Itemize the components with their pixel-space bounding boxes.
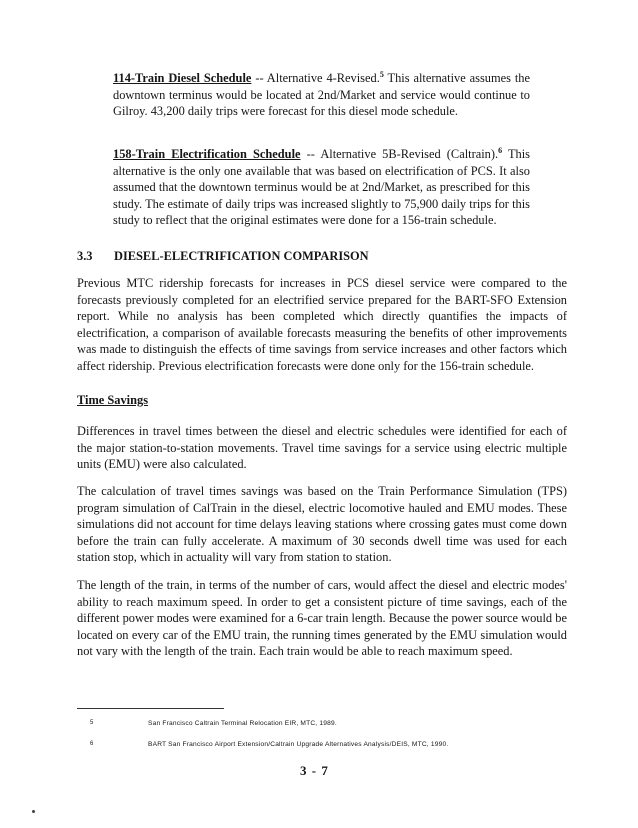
tps-simulation-paragraph: The calculation of travel times savings was based on the Train Performance Simulation (TPS) program simulation of CalTrain in the diesel, electric locomotive hauled and EMU modes. These simulations did not account for time delays leaving stations where crossing gates must come down before the train can fully accelerate. A maximum of 30 seconds dwell time was used for each station stop, which in actuality will vary from station to station. <box>77 484 567 565</box>
comparison-paragraph: Previous MTC ridership forecasts for increases in PCS diesel service were compared to the forecasts previously completed for an electrified service prepared for the BART-SFO Extension report. While no analysis has been completed which directly quantifies the impacts of electrification, a comparison of available forecasts measuring the benefits of other improvements was made to distinguish the effects of time savings from service increases and other factors which affect ridership. Previous electrification forecasts were done only for the 156-train schedule. <box>77 276 567 373</box>
alt-158-heading: 158-Train Electrification Schedule <box>113 147 301 161</box>
alt-114-heading: 114-Train Diesel Schedule <box>113 71 252 85</box>
footnote-ref-5: 5 <box>379 69 384 79</box>
section-heading <box>77 249 369 264</box>
footnote-5 <box>90 720 337 727</box>
alt-114-separator: -- Alternative 4-Revised. <box>251 71 380 85</box>
travel-times-paragraph: Differences in travel times between the diesel and electric schedules were identified for each of the major station-to-station movements. Travel time savings for a service using electric multiple units (EMU) were also calculated. <box>77 424 567 472</box>
section-number: 3.3 <box>77 249 93 263</box>
alt-114-body: This alternative assumes the downtown terminus would be located at 2nd/Market and service would continue to Gilroy. 43,200 daily trips were forecast for this diesel mode schedule. <box>113 71 531 119</box>
footnote-ref-6: 6 <box>498 145 503 155</box>
page-number: 3 - 7 <box>300 763 329 778</box>
alt-114-paragraph <box>113 70 530 120</box>
time-savings-subheading: Time Savings <box>77 393 149 407</box>
scan-speck <box>32 810 35 813</box>
alt-158-separator: -- Alternative 5B-Revised (Caltrain). <box>300 147 499 161</box>
footnote-6-text: BART San Francisco Airport Extension/Caltrain Upgrade Alternatives Analysis/DEIS, MTC, 1990. <box>148 741 449 748</box>
alt-158-body: This alternative is the only one available that was based on electrification of PCS. It also assumed that the downtown terminus would be at 2nd/Market, as prescribed for this study. The estimate of daily trips was increased slightly to 75,900 daily trips for this study to reflect that the original estimates were done for a 156-train schedule. <box>113 147 531 228</box>
footnote-divider <box>77 708 224 709</box>
footnote-5-mark: 5 <box>90 720 94 726</box>
footnote-6-mark: 6 <box>90 741 94 747</box>
section-title: DIESEL-ELECTRIFICATION COMPARISON <box>114 249 369 263</box>
train-length-paragraph: The length of the train, in terms of the number of cars, would affect the diesel and electric modes' ability to reach maximum speed. In order to get a consistent picture of time savings, each of the different power modes were examined for a 6-car train length. Because the power source would be located on every car of the EMU train, the running times generated by the EMU simulation would not vary with the length of the train. Each train would be able to reach maximum speed. <box>77 578 567 659</box>
alt-158-paragraph <box>113 146 530 229</box>
footnote-6 <box>90 741 449 748</box>
footnote-5-text: San Francisco Caltrain Terminal Relocation EIR, MTC, 1989. <box>148 720 337 727</box>
